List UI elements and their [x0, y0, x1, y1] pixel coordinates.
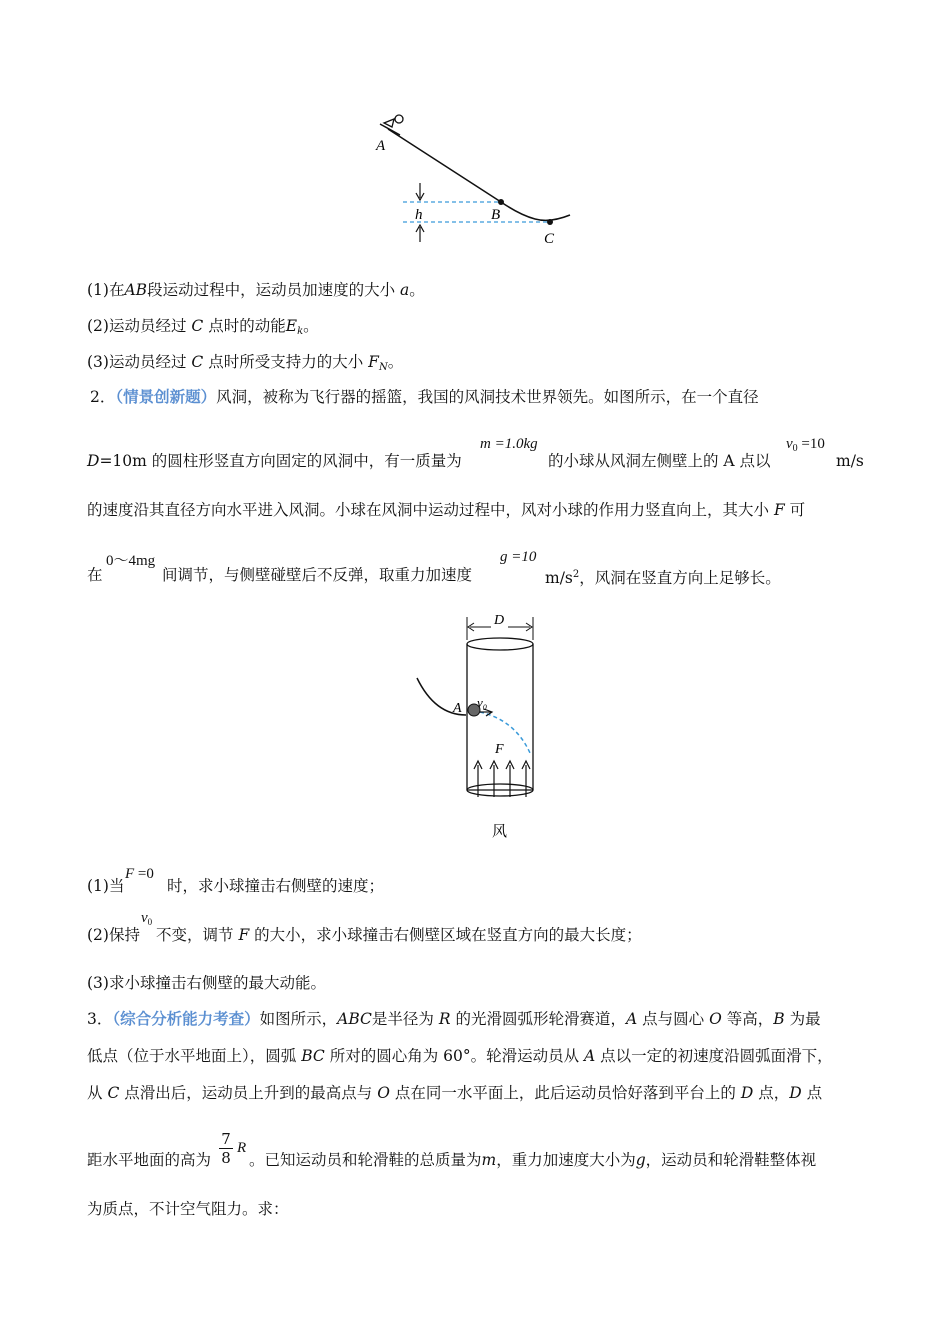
q2-part1b: 时，求小球撞击右侧壁的速度； [167, 877, 385, 895]
figure-wind-tunnel [410, 605, 560, 845]
q1-part3: (3)运动员经过 C 点时所受支持力的大小 $F_N$。 [87, 353, 404, 373]
q2-part1-expr: F =0 [125, 866, 154, 882]
q1-part2: (2)运动员经过 C 点时的动能$E_k$。 [87, 317, 319, 337]
q2-line2c: m/s [836, 452, 864, 470]
q3-line4a: 距水平地面的高为 [87, 1151, 212, 1169]
label-v0: $v_0$ [477, 695, 487, 712]
q2-part2-v0: $v_0$ [141, 910, 153, 927]
fraction-r: R [237, 1140, 247, 1156]
q3-line5: 为质点，不计空气阻力。求： [87, 1200, 289, 1218]
q2-part2a: (2)保持 [87, 926, 140, 944]
q2-v0-expr: $v_0 =10$ [786, 436, 825, 454]
fraction: $\frac{7}{8}$ [219, 1131, 233, 1167]
label-b: B [491, 207, 501, 223]
q2-line3: 的速度沿其直径方向水平进入风洞。小球在风洞中运动过程中，风对小球的作用力竖直向上，其大小 F 可 [87, 501, 806, 519]
q2-range-expr: 0～4mg [106, 553, 156, 569]
q3-tag: （综合分析能力考查） [112, 1009, 260, 1028]
q2-line4c: $m/s^2$，风洞在竖直方向上足够长。 [545, 569, 781, 587]
wind-arrows [474, 761, 530, 797]
label-h: h [415, 207, 423, 223]
q2-part1a: (1)当 [87, 877, 125, 895]
q3-line3: 从 C 点滑出后，运动员上升到的最高点与 O 点在同一水平面上，此后运动员恰好落到平台上的 D 点，D 点 [87, 1084, 823, 1102]
q2-line2b: 的小球从风洞左侧壁上的 A 点以 [548, 452, 771, 470]
label-c: C [544, 231, 555, 247]
q3-line2: 低点（位于水平地面上），圆弧 BC 所对的圆心角为 60°。轮滑运动员从 A 点以一定的初速度沿圆弧面滑下， [87, 1047, 833, 1065]
figure-ski-slope [370, 105, 590, 250]
q2-line2: D=10m 的圆柱形竖直方向固定的风洞中，有一质量为 [87, 452, 462, 470]
label-a: A [376, 138, 386, 154]
q1-part1: (1)在AB段运动过程中，运动员加速度的大小 a。 [87, 281, 425, 299]
label-a: A [453, 701, 462, 716]
q2-line4a: 在 [87, 566, 103, 584]
q2-line4b: 间调节，与侧壁碰壁后不反弹，取重力加速度 [162, 566, 473, 584]
label-d: D [494, 613, 505, 628]
q2-tag: （情景创新题） [115, 387, 217, 406]
q2-mass-expr: m =1.0kg [480, 436, 538, 452]
q2-g-expr: g =10 [500, 549, 537, 565]
label-f: F [495, 742, 504, 757]
q2-line1: 2．（情景创新题）风洞，被称为飞行器的摇篮，我国的风洞技术世界领先。如图所示，在一个直径 [90, 387, 759, 406]
q3-line4b: 。已知运动员和轮滑鞋的总质量为m，重力加速度大小为g，运动员和轮滑鞋整体视 [249, 1151, 817, 1169]
q2-part3: (3)求小球撞击右侧壁的最大动能。 [87, 974, 326, 992]
q2-part2b: 不变，调节 F 的大小，求小球撞击右侧壁区域在竖直方向的最大长度； [156, 926, 642, 944]
q3-line1: 3．（综合分析能力考查）如图所示，ABC是半径为 R 的光滑圆弧形轮滑赛道，A 点与圆心 O 等高，B 为最 [87, 1009, 821, 1028]
caption-wind: 风 [492, 824, 508, 840]
